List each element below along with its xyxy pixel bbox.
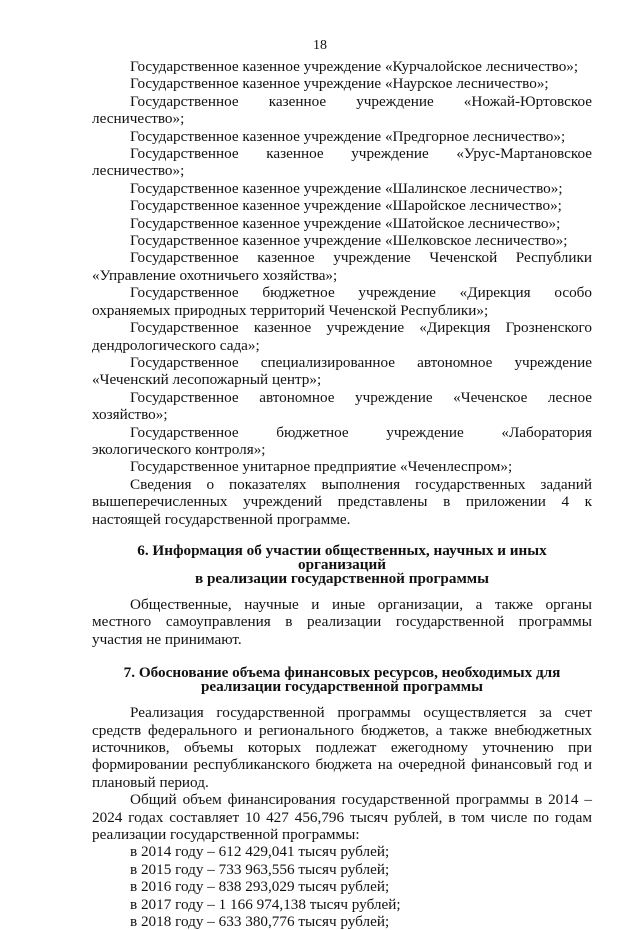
year-funding-item: в 2016 году – 838 293,029 тысяч рублей; xyxy=(130,878,390,896)
section-7-paragraph-1: Реализация государственной программы осуществляется за счет средств федерального и регионального бюджетов, а также внебюджетных источников, объемы которых подлежат ежегодному уточнению при формировании республиканского бюджета на очередной финансовый год и плановый период. xyxy=(92,704,592,791)
appendix-reference-paragraph: Сведения о показателях выполнения государственных заданий вышеперечисленных учреждений представлены в приложении 4 к настоящей государственной программе. xyxy=(92,475,592,528)
list-item: Государственное казенное учреждение «Наурское лесничество»; xyxy=(130,75,549,93)
year-funding-item: в 2017 году – 1 166 974,138 тысяч рублей; xyxy=(130,895,401,913)
list-item: Государственное казенное учреждение «Предгорное лесничество»; xyxy=(130,127,566,145)
list-item: Государственное казенное учреждение «Дирекция Грозненского дендрологического сада»; xyxy=(92,319,592,354)
year-funding-item: в 2015 году – 733 963,556 тысяч рублей; xyxy=(130,860,390,878)
list-item: Государственное бюджетное учреждение «Лаборатория экологического контроля»; xyxy=(92,423,592,458)
list-item: Государственное казенное учреждение «Урус-Мартановское лесничество»; xyxy=(92,145,592,180)
list-item: Государственное бюджетное учреждение «Дирекция особо охраняемых природных территорий Чеченской Республики»; xyxy=(92,284,592,319)
list-item: Государственное казенное учреждение «Шелковское лесничество»; xyxy=(130,232,568,250)
year-funding-item: в 2018 году – 633 380,776 тысяч рублей; xyxy=(130,913,390,930)
page-content xyxy=(92,58,592,930)
list-item: Государственное казенное учреждение «Курчалойское лесничество»; xyxy=(130,58,579,75)
list-item: Государственное унитарное предприятие «Чеченлеспром»; xyxy=(130,458,513,476)
section-6-heading-line-2: в реализации государственной программы xyxy=(194,569,489,587)
list-item: Государственное специализированное автономное учреждение «Чеченский лесопожарный центр»; xyxy=(92,353,592,389)
list-item: Государственное казенное учреждение «Шалинское лесничество»; xyxy=(130,179,563,197)
list-item: Государственное автономное учреждение «Чеченское лесное хозяйство»; xyxy=(92,388,592,424)
list-item: Государственное казенное учреждение «Шатойское лесничество»; xyxy=(130,214,561,232)
section-7-paragraph-2: Общий объем финансирования государственной программы в 2014 – 2024 годах составляет 10 427 456,796 тысяч рублей, в том числе по годам реализации государственной программы: xyxy=(92,791,592,844)
list-item: Государственное казенное учреждение «Ножай-Юртовское лесничество»; xyxy=(92,92,592,128)
section-7-heading-line-1: 7. Обоснование объема финансовых ресурсов, необходимых для xyxy=(123,664,561,682)
list-item: Государственное казенное учреждение «Шаройское лесничество»; xyxy=(130,197,562,215)
section-6-paragraph: Общественные, научные и иные организации, а также органы местного самоуправления в реализации государственной программы участия не принимают. xyxy=(92,595,592,648)
section-7-heading-line-2: реализации государственной программы xyxy=(200,678,483,696)
page-number: 18 xyxy=(313,38,327,53)
year-funding-item: в 2014 году – 612 429,041 тысяч рублей; xyxy=(130,843,390,861)
list-item: Государственное казенное учреждение Чеченской Республики «Управление охотничьего хозяйства»; xyxy=(92,249,592,284)
section-6-heading-line-1: 6. Информация об участии общественных, научных и иных организаций xyxy=(137,541,547,573)
